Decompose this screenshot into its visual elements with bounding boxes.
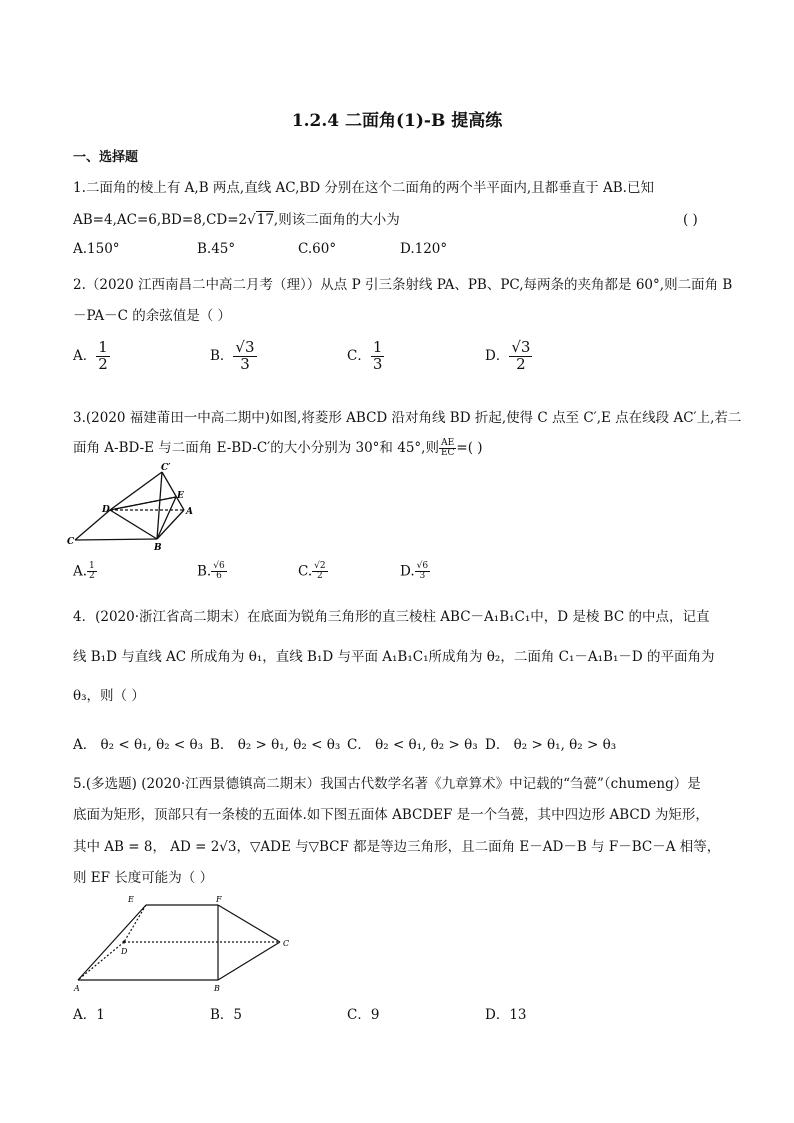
q1-option-b[interactable]: B.45°	[197, 241, 236, 257]
q3-label-b: B	[154, 543, 162, 552]
q2-option-c-den: 3	[372, 354, 383, 373]
q3-option-c-num: √2	[314, 561, 326, 571]
q3-option-d-den: 3	[419, 571, 426, 582]
q1-option-c[interactable]: C.60°	[298, 241, 337, 257]
q1-line2-suffix: ,则该二面角的大小为	[273, 212, 400, 228]
q5-option-c[interactable]: C．9	[347, 1007, 380, 1023]
q2-option-b-den: 3	[240, 354, 250, 373]
q5-figure-lines	[78, 905, 280, 980]
q3-option-a-den: 2	[89, 571, 95, 582]
q3-option-b-den: 6	[216, 571, 222, 582]
q3-option-c[interactable]	[298, 562, 328, 582]
q5-option-b[interactable]: B．5	[210, 1007, 243, 1023]
q3-line2-prefix: 面角 A-BD-E 与二面角 E-BD-C′的大小分别为 30°和 45°,则	[73, 440, 439, 456]
q5-label-e: E	[128, 895, 134, 904]
q3-label-c: C	[67, 537, 75, 547]
q2-option-b-num: √3	[235, 338, 255, 356]
q3-rhombus-figure	[66, 462, 196, 552]
q2-option-c[interactable]	[347, 340, 384, 373]
q1-option-d[interactable]: D.120°	[400, 241, 448, 257]
q3-option-c-den: 2	[317, 571, 323, 582]
q5-line4: 则 EF 长度可能为（ ）	[73, 870, 214, 886]
q2-option-a-den: 2	[98, 354, 108, 373]
q4-line2: 线 B₁D 与直线 AC 所成角为 θ₁，直线 B₁D 与平面 A₁B₁C₁所成角为 θ₂，二面角 C₁－A₁B₁－D 的平面角为	[73, 649, 715, 665]
q4-option-d[interactable]: D． θ₂ > θ₁, θ₂ > θ₃	[485, 737, 617, 753]
q3-option-c-label: C.	[298, 563, 313, 580]
q5-label-d: D	[121, 947, 128, 956]
q5-point-d	[123, 941, 126, 944]
q2-option-a-num: 1	[98, 338, 108, 356]
page-title: 1.2.4 二面角(1)-B 提高练	[291, 111, 503, 131]
q3-option-a-label: A.	[73, 563, 88, 580]
q5-label-a: A	[74, 984, 80, 993]
q5-line1: 5.(多选题) (2020·江西景德镇高二期末）我国古代数学名著《九章算术》中记载的“刍甍”（chumeng）是	[73, 776, 701, 792]
q3-option-b-num: √6	[213, 561, 225, 571]
q3-line1: 3.(2020 福建莆田一中高二期中)如图,将菱形 ABCD 沿对角线 BD 折起,使得 C 点至 C′,E 点在线段 AC′上,若二	[73, 410, 742, 426]
q3-option-d-label: D.	[400, 563, 415, 580]
q5-option-d[interactable]: D．13	[485, 1007, 527, 1023]
q1-line1: 1.二面角的棱上有 A,B 两点,直线 AC,BD 分别在这个二面角的两个半平面内,且都垂直于 AB.已知	[73, 180, 654, 196]
q2-option-c-num: 1	[372, 338, 383, 356]
q5-label-b: B	[214, 984, 220, 993]
q2-option-d-den: 2	[516, 354, 526, 373]
q2-option-d-label: D．	[485, 347, 510, 364]
q3-option-a-num: 1	[89, 561, 95, 571]
q4-option-b[interactable]: B． θ₂ > θ₁, θ₂ < θ₃	[210, 737, 341, 753]
q1-option-a[interactable]: A.150°	[73, 241, 120, 257]
q3-frac-num: AE	[441, 437, 455, 448]
q2-option-a[interactable]	[73, 340, 110, 373]
q2-option-b[interactable]	[210, 340, 257, 373]
q5-label-c: C	[283, 939, 290, 948]
q2-option-d[interactable]	[485, 340, 532, 373]
q5-line2: 底面为矩形，顶部只有一条棱的五面体.如下图五面体 ABCDEF 是一个刍甍，其中四边形 ABCD 为矩形，	[73, 807, 709, 823]
q1-line2-prefix: AB=4,AC=6,BD=8,CD=2	[73, 212, 248, 228]
q2-line1: 2.（2020 江西南昌二中高二月考（理））从点 P 引三条射线 PA、PB、PC,每两条的夹角都是 60°,则二面角 B	[73, 277, 733, 293]
q1-answer-paren: ( )	[683, 212, 698, 228]
q3-label-a: A	[186, 507, 193, 517]
q2-option-d-num: √3	[511, 338, 531, 356]
q2-option-a-label: A．	[73, 347, 97, 364]
q3-option-b-label: B.	[197, 563, 212, 580]
q5-label-f: F	[216, 895, 222, 904]
q3-option-d-num: √6	[416, 561, 429, 571]
q4-line3: θ₃，则（ ）	[73, 688, 145, 704]
q2-option-c-label: C．	[347, 347, 371, 364]
q2-line2: －PA－C 的余弦值是（ ）	[73, 308, 232, 324]
q4-option-a[interactable]: A． θ₂ < θ₁, θ₂ < θ₃	[73, 737, 204, 753]
q3-label-d: D	[102, 505, 110, 515]
q3-line2-suffix: =( )	[456, 440, 483, 456]
q4-line1: 4．(2020·浙江省高二期末）在底面为锐角三角形的直三棱柱 ABC－A₁B₁C₁中，D 是棱 BC 的中点，记直	[73, 609, 710, 625]
q3-option-a[interactable]	[73, 562, 97, 582]
section-heading: 一、选择题	[73, 150, 139, 165]
q5-chumeng-figure	[68, 890, 300, 996]
q2-option-b-label: B．	[210, 347, 234, 364]
q1-line2: AB=4,AC=6,BD=8,CD=2√17,则该二面角的大小为	[73, 212, 400, 228]
q3-figure-lines	[75, 472, 184, 540]
q1-sqrt-value: 17	[256, 212, 274, 228]
q3-frac-den: EC	[440, 448, 455, 458]
q5-option-a[interactable]: A．1	[73, 1007, 105, 1023]
q4-option-c[interactable]: C． θ₂ < θ₁, θ₂ > θ₃	[347, 737, 478, 753]
q3-option-b[interactable]	[197, 562, 227, 582]
q3-line2	[73, 436, 483, 458]
q3-label-e: E	[177, 491, 184, 501]
q3-label-c-prime: C′	[161, 463, 171, 473]
q3-option-d[interactable]	[400, 562, 430, 582]
q5-line3: 其中 AB = 8， AD = 2√3，▽ADE 与▽BCF 都是等边三角形，且二面角 E－AD－B 与 F－BC－A 相等，	[73, 839, 721, 855]
